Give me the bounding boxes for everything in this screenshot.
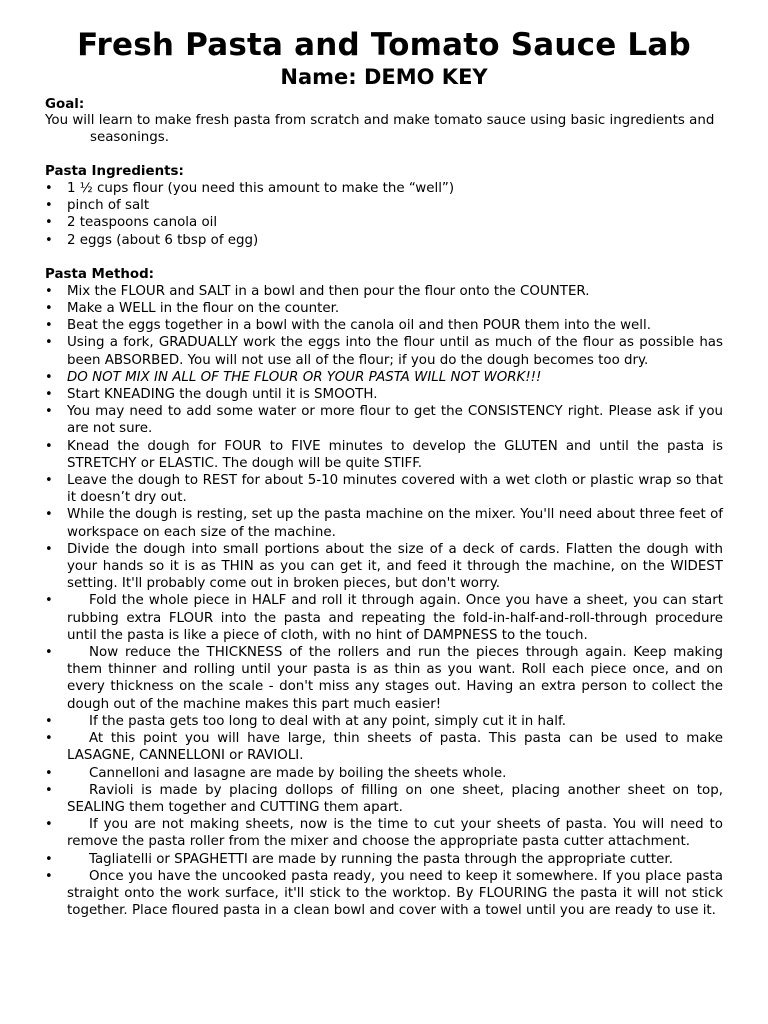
list-item: • Once you have the uncooked pasta ready, you need to keep it somewhere. If you place pasta straight onto the work surface, it'll stick to the worktop. By FLOURING the pasta it will not stick together. Place floured pasta in a clean bowl and cover with a towel until you are ready to use it. bbox=[45, 868, 723, 920]
list-item: • Start KNEADING the dough until it is SMOOTH. bbox=[45, 386, 723, 403]
list-item: • Knead the dough for FOUR to FIVE minutes to develop the GLUTEN and until the pasta is STRETCHY or ELASTIC. The dough will be quite STIFF. bbox=[45, 438, 723, 472]
list-item: • Mix the FLOUR and SALT in a bowl and then pour the flour onto the COUNTER. bbox=[45, 283, 723, 300]
bullet-icon bbox=[45, 713, 67, 730]
bullet-icon bbox=[45, 730, 67, 747]
bullet-icon bbox=[45, 506, 67, 523]
list-item: • 2 teaspoons canola oil bbox=[45, 214, 723, 231]
bullet-icon bbox=[45, 180, 67, 197]
bullet-icon bbox=[45, 369, 67, 386]
goal-text: You will learn to make fresh pasta from scratch and make tomato sauce using basic ingredients and seasonings. bbox=[45, 113, 715, 145]
list-item: • You may need to add some water or more flour to get the CONSISTENCY right. Please ask if you are not sure. bbox=[45, 403, 723, 437]
list-item: • Divide the dough into small portions about the size of a deck of cards. Flatten the dough with your hands so it is as THIN as you can get it, and feed it through the machine, on the WIDEST setting. It'll probably come out in broken pieces, but don't worry. bbox=[45, 541, 723, 593]
bullet-icon bbox=[45, 300, 67, 317]
list-item: • Ravioli is made by placing dollops of filling on one sheet, placing another sheet on top, SEALING them together and CUTTING them apart. bbox=[45, 782, 723, 816]
list-item: • Now reduce the THICKNESS of the rollers and run the pieces through again. Keep making them thinner and rolling until your pasta is as thin as you want. Roll each piece once, and on every thickness on the scale - don't miss any stages out. Having an extra person to collect the dough out of the machine makes this part much easier! bbox=[45, 644, 723, 713]
list-item: • pinch of salt bbox=[45, 197, 723, 214]
list-item: • Tagliatelli or SPAGHETTI are made by running the pasta through the appropriate cutter. bbox=[45, 851, 723, 868]
method-heading: Pasta Method: bbox=[45, 266, 155, 282]
bullet-icon bbox=[45, 386, 67, 403]
document-page bbox=[45, 26, 723, 919]
list-item: • If the pasta gets too long to deal with at any point, simply cut it in half. bbox=[45, 713, 723, 730]
bullet-icon bbox=[45, 782, 67, 799]
list-item: • DO NOT MIX IN ALL OF THE FLOUR OR YOUR PASTA WILL NOT WORK!!! bbox=[45, 369, 723, 386]
bullet-icon bbox=[45, 317, 67, 334]
list-item: • If you are not making sheets, now is the time to cut your sheets of pasta. You will need to remove the pasta roller from the mixer and choose the appropriate pasta cutter attachment. bbox=[45, 816, 723, 850]
bullet-icon bbox=[45, 541, 67, 558]
ingredients-heading: Pasta Ingredients: bbox=[45, 164, 184, 179]
list-item: • Fold the whole piece in HALF and roll it through again. Once you have a sheet, you can start rubbing extra FLOUR into the pasta and repeating the fold-in-half-and-roll-through procedure until the pasta is like a piece of cloth, with no hint of DAMPNESS to the touch. bbox=[45, 592, 723, 644]
bullet-icon bbox=[45, 214, 67, 231]
bullet-icon bbox=[45, 334, 67, 351]
ingredients-list bbox=[45, 180, 723, 249]
bullet-icon bbox=[45, 816, 67, 833]
bullet-icon bbox=[45, 403, 67, 420]
bullet-icon bbox=[45, 868, 67, 885]
bullet-icon bbox=[45, 765, 67, 782]
list-item: • Leave the dough to REST for about 5-10 minutes covered with a wet cloth or plastic wrap so that it doesn’t dry out. bbox=[45, 472, 723, 506]
list-item: • While the dough is resting, set up the pasta machine on the mixer. You'll need about three feet of workspace on each size of the machine. bbox=[45, 506, 723, 540]
bullet-icon bbox=[45, 232, 67, 249]
list-item: • Make a WELL in the flour on the counter. bbox=[45, 300, 723, 317]
list-item: • Cannelloni and lasagne are made by boiling the sheets whole. bbox=[45, 765, 723, 782]
document-title: Fresh Pasta and Tomato Sauce Lab bbox=[77, 27, 691, 63]
bullet-icon bbox=[45, 644, 67, 661]
bullet-icon bbox=[45, 283, 67, 300]
bullet-icon bbox=[45, 851, 67, 868]
bullet-icon bbox=[45, 592, 67, 609]
method-list bbox=[45, 283, 723, 920]
goal-heading: Goal: bbox=[45, 97, 85, 112]
bullet-icon bbox=[45, 197, 67, 214]
list-item: • At this point you will have large, thin sheets of pasta. This pasta can be used to make LASAGNE, CANNELLONI or RAVIOLI. bbox=[45, 730, 723, 764]
bullet-icon bbox=[45, 438, 67, 455]
name-line: Name: DEMO KEY bbox=[280, 65, 488, 89]
list-item: • Using a fork, GRADUALLY work the eggs into the flour until as much of the flour as possible has been ABSORBED. You will not use all of the flour; if you do the dough becomes too dry. bbox=[45, 334, 723, 368]
list-item: • 1 ½ cups flour (you need this amount to make the “well”) bbox=[45, 180, 723, 197]
list-item: • 2 eggs (about 6 tbsp of egg) bbox=[45, 232, 723, 249]
list-item: • Beat the eggs together in a bowl with the canola oil and then POUR them into the well. bbox=[45, 317, 723, 334]
bullet-icon bbox=[45, 472, 67, 489]
